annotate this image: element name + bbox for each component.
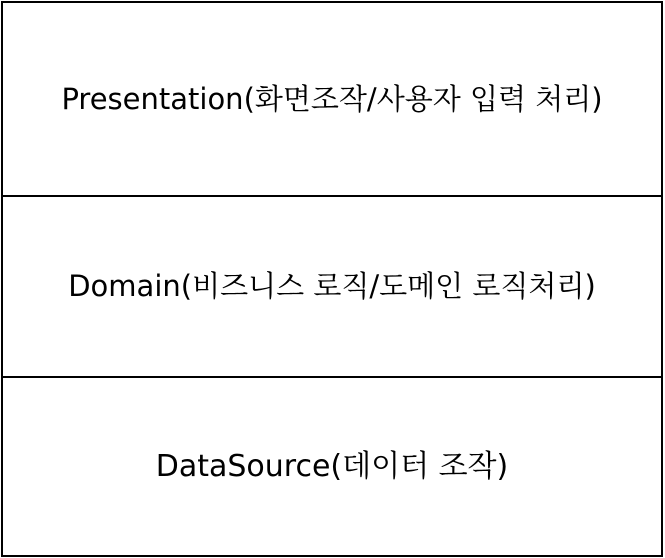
datasource-layer-label: DataSource(데이터 조작) (155, 448, 509, 484)
presentation-layer-label: Presentation(화면조작/사용자 입력 처리) (61, 81, 603, 116)
domain-layer-box (1, 197, 663, 378)
domain-layer-label: Domain(비즈니스 로직/도메인 로직처리) (68, 269, 596, 303)
datasource-layer-box (1, 378, 663, 557)
presentation-layer-box (1, 1, 663, 197)
